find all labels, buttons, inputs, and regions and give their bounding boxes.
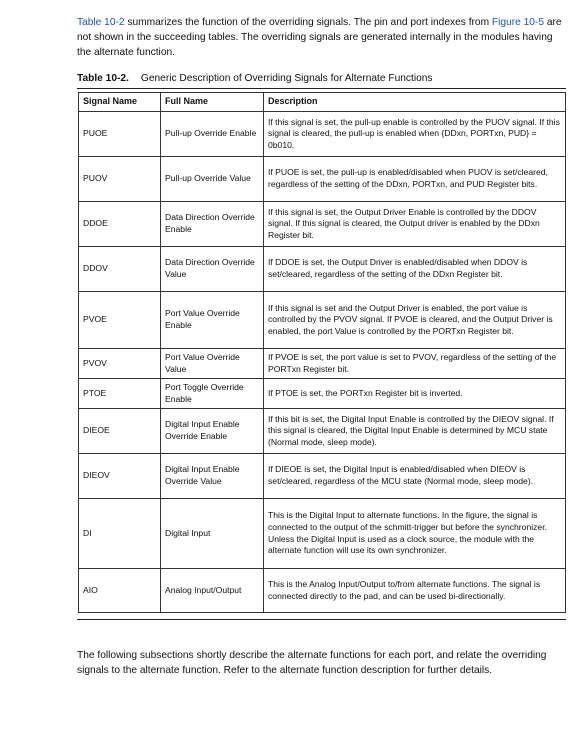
description-cell: This is the Analog Input/Output to/from alternate functions. The signal is connected directly to the pad, and can be used bi-directionally. [264,569,566,613]
full-name-cell: Port Toggle Override Enable [161,379,264,409]
full-name-cell: Pull-up Override Enable [161,112,264,157]
full-name-cell: Port Value Override Enable [161,292,264,349]
signal-name-cell: DDOE [79,202,161,247]
full-name-cell: Data Direction Override Enable [161,202,264,247]
closing-paragraph: The following subsections shortly describe the alternate functions for each port, and relate the overriding signals to the alternate function. Refer to the alternate function description for further details. [77,650,547,676]
description-cell: If this signal is set, the Output Driver Enable is controlled by the DDOV signal. If this signal is cleared, the Output driver is enabled by the DDxn Register bit. [264,202,566,247]
table-header-row [79,93,566,112]
intro-text-1: summarizes the function of the overriding signals. The pin and port indexes from [124,17,492,28]
full-name-cell: Data Direction Override Value [161,247,264,292]
signal-name-cell: DI [79,499,161,569]
description-cell: If PUOE is set, the pull-up is enabled/disabled when PUOV is set/cleared, regardless of the setting of the DDxn, PORTxn, and PUD Register bits. [264,157,566,202]
col-header-description: Description [264,93,566,112]
full-name-cell: Port Value Override Value [161,349,264,379]
table-caption-title: Generic Description of Overriding Signals for Alternate Functions [140,73,433,84]
signal-name-cell: PVOE [79,292,161,349]
full-name-cell: Digital Input [161,499,264,569]
signal-name-cell: PUOE [79,112,161,157]
signal-name-cell: DIEOV [79,454,161,499]
table-row [79,569,566,613]
full-name-cell: Digital Input Enable Override Value [161,454,264,499]
table-top-rule [77,88,566,89]
description-cell: If DDOE is set, the Output Driver is enabled/disabled when DDOV is set/cleared, regardless of the setting of the DDxn Register bit. [264,247,566,292]
signal-name-cell: PVOV [79,349,161,379]
signals-table [78,92,566,613]
description-cell: If PTOE is set, the PORTxn Register bit is inverted. [264,379,566,409]
table-row [79,409,566,454]
intro-text-2: are not shown in the succeeding tables. The overriding signals are generated internally in the modules having the alternate function. [77,17,562,58]
signal-name-cell: PUOV [79,157,161,202]
table-row [79,349,566,379]
full-name-cell: Pull-up Override Value [161,157,264,202]
table-caption [77,73,567,84]
table-row [79,202,566,247]
table-row [79,499,566,569]
signal-name-cell: AIO [79,569,161,613]
signal-name-cell: DIEOE [79,409,161,454]
figure-ref-link[interactable]: Figure 10-5 [491,17,545,28]
table-row [79,292,566,349]
full-name-cell: Digital Input Enable Override Enable [161,409,264,454]
signal-name-cell: DDOV [79,247,161,292]
description-cell: If this signal is set, the pull-up enable is controlled by the PUOV signal. If this signal is cleared, the pull-up is enabled when {DDxn, PORTxn, PUD} = 0b010. [264,112,566,157]
table-caption-label: Table 10-2. [77,73,129,84]
col-header-full-name: Full Name [161,93,264,112]
description-cell: If PVOE is set, the port value is set to PVOV, regardless of the setting of the PORTxn Register bit. [264,349,566,379]
description-cell: If this bit is set, the Digital Input Enable is controlled by the DIEOV signal. If this signal is cleared, the Digital Input Enable is determined by MCU state (Normal mode, sleep mode). [264,409,566,454]
table-bottom-rule [77,619,566,620]
description-cell: If this signal is set and the Output Driver is enabled, the port value is controlled by the PVOV signal. If PVOE is cleared, and the Output Driver is enabled, the port Value is controlled by the PORTxn Register bit. [264,292,566,349]
table-row [79,454,566,499]
intro-paragraph [77,15,567,60]
table-row [79,157,566,202]
table-row [79,112,566,157]
table-row [79,379,566,409]
description-cell: If DIEOE is set, the Digital Input is enabled/disabled when DIEOV is set/cleared, regardless of the MCU state (Normal mode, sleep mode). [264,454,566,499]
table-ref-link[interactable]: Table 10-2 [77,17,125,28]
description-cell: This is the Digital Input to alternate functions. In the figure, the signal is connected to the output of the schmitt-trigger but before the synchronizer. Unless the Digital Input is used as a clock source, the module with the alternate function will use its own synchronizer. [264,499,566,569]
signal-name-cell: PTOE [79,379,161,409]
full-name-cell: Analog Input/Output [161,569,264,613]
col-header-signal-name: Signal Name [79,93,161,112]
table-row [79,247,566,292]
